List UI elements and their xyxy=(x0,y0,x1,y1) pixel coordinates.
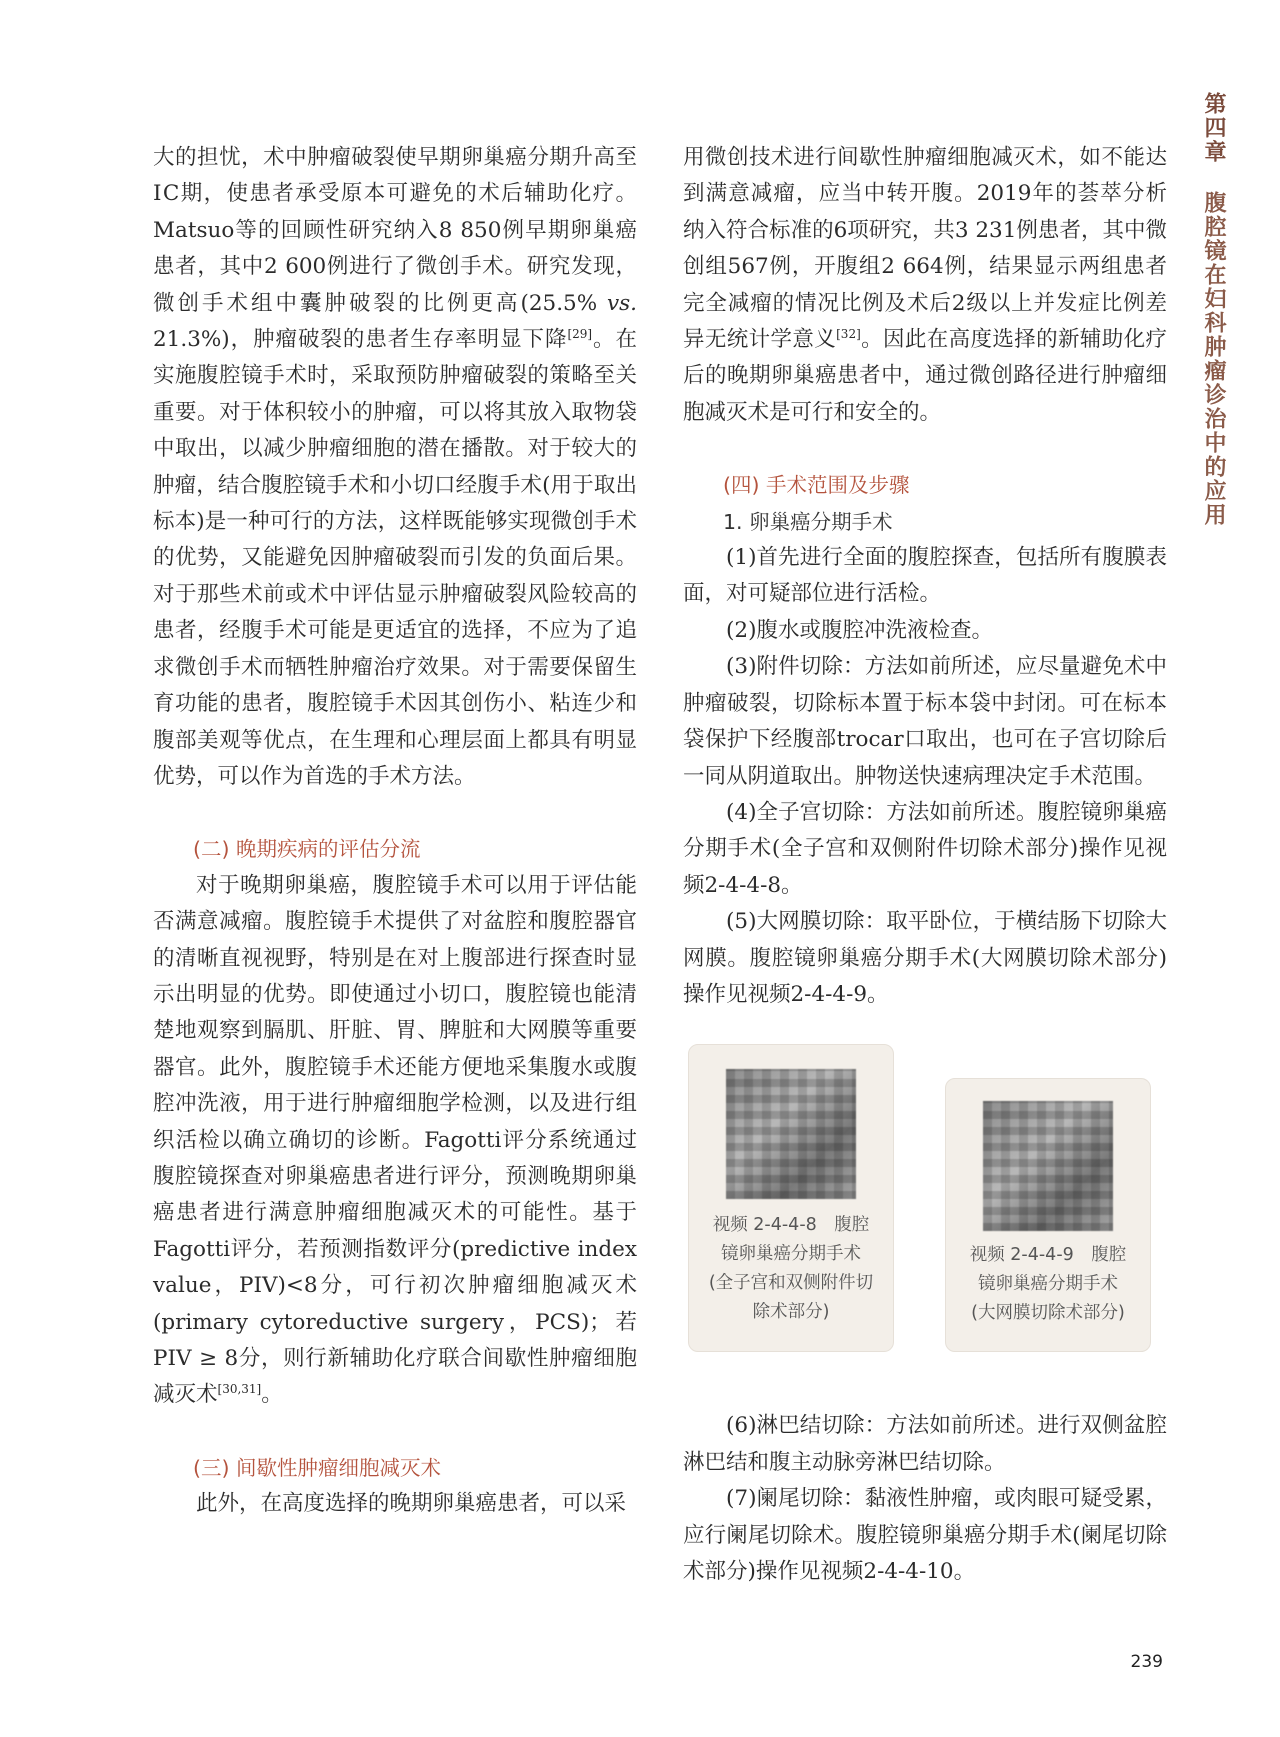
left-column xyxy=(153,140,637,1523)
step-5: (5)大网膜切除：取平卧位，于横结肠下切除大网膜。腹腔镜卵巢癌分期手术(大网膜切除术部分)操作见视频2-4-4-9。 xyxy=(683,909,1167,1007)
step-1: (1)首先进行全面的腹腔探查，包括所有腹膜表面，对可疑部位进行活检。 xyxy=(683,545,1167,607)
qr-code-icon[interactable] xyxy=(983,1101,1113,1231)
video-card[interactable] xyxy=(945,1078,1151,1352)
video-caption: 视频 2-4-4-8 腹腔 镜卵巢癌分期手术 (全子宫和双侧附件切 除术部分) xyxy=(708,1215,874,1322)
chapter-title: 腹腔镜在妇科肿瘤诊治中的应用 xyxy=(1201,191,1227,527)
chapter-sidebar xyxy=(1200,92,1230,527)
section-heading: (三) 间歇性肿瘤细胞减灭术 xyxy=(193,1455,442,1480)
step-4: (4)全子宫切除：方法如前所述。腹腔镜卵巢癌分期手术(全子宫和双侧附件切除术部分)操作见视频2-4-4-8。 xyxy=(683,799,1167,898)
right-column xyxy=(683,140,1167,1590)
step-6: (6)淋巴结切除：方法如前所述。进行双侧盆腔淋巴结和腹主动脉旁淋巴结切除。 xyxy=(683,1413,1167,1475)
video-caption: 视频 2-4-4-9 腹腔 镜卵巢癌分期手术 (大网膜切除术部分) xyxy=(969,1245,1127,1323)
step-2: (2)腹水或腹腔冲洗液检查。 xyxy=(726,617,993,643)
step-7: (7)阑尾切除：黏液性肿瘤，或肉眼可疑受累，应行阑尾切除术。腹腔镜卵巢癌分期手术(阑尾切除术部分)操作见视频2-4-4-10。 xyxy=(683,1486,1167,1584)
qr-code-icon[interactable] xyxy=(726,1069,856,1199)
video-card[interactable] xyxy=(688,1044,894,1352)
section-heading: (四) 手术范围及步骤 xyxy=(723,473,910,498)
section-heading: (二) 晚期疾病的评估分流 xyxy=(193,837,421,862)
page-number: 239 xyxy=(1130,1652,1163,1672)
paragraph: 用微创技术进行间歇性肿瘤细胞减灭术，如不能达到满意减瘤，应当中转开腹。2019年的荟萃分析纳入符合标准的6项研究，共3 231例患者，其中微创组567例，开腹组2 664例，结果显示两组患者完全减瘤的情况比例及术后2级以上并发症比例差异无统计学意义[32]。因此在高度选择的新辅助化疗后的晚期卵巢癌患者中，通过微创路径进行肿瘤细胞减灭术是可行和安全的。 xyxy=(683,145,1167,425)
paragraph: 此外，在高度选择的晚期卵巢癌患者，可以采 xyxy=(196,1491,627,1517)
paragraph: 对于晚期卵巢癌，腹腔镜手术可以用于评估能否满意减瘤。腹腔镜手术提供了对盆腔和腹腔器官的清晰直视视野，特别是在对上腹部进行探查时显示出明显的优势。即使通过小切口，腹腔镜也能清楚地观察到膈肌、肝脏、胃、脾脏和大网膜等重要器官。此外，腹腔镜手术还能方便地采集腹水或腹腔冲洗液，用于进行肿瘤细胞学检测，以及进行组织活检以确立确切的诊断。Fagotti评分系统通过腹腔镜探查对卵巢癌患者进行评分，预测晚期卵巢癌患者进行满意肿瘤细胞减灭术的可能性。基于Fagotti评分，若预测指数评分(predictive index value，PIV)<8分，可行初次肿瘤细胞减灭术(primary cytoreductive surgery，PCS)；若PIV ≥ 8分，则行新辅助化疗联合间歇性肿瘤细胞减灭术[30,31]。 xyxy=(153,872,637,1408)
step-3: (3)附件切除：方法如前所述，应尽量避免术中肿瘤破裂，切除标本置于标本袋中封闭。可在标本袋保护下经腹部trocar口取出，也可在子宫切除后一同从阴道取出。肿物送快速病理决定手术范围。 xyxy=(683,654,1167,789)
chapter-label: 第四章 xyxy=(1201,92,1227,164)
paragraph: 大的担忧，术中肿瘤破裂使早期卵巢癌分期升高至ⅠC期，使患者承受原本可避免的术后辅助化疗。Matsuo等的回顾性研究纳入8 850例早期卵巢癌患者，其中2 600例进行了微创手术。研究发现，微创手术组中囊肿破裂的比例更高(25.5% vs. 21.3%)，肿瘤破裂的患者生存率明显下降[29]。在实施腹腔镜手术时，采取预防肿瘤破裂的策略至关重要。对于体积较小的肿瘤，可以将其放入取物袋中取出，以减少肿瘤细胞的潜在播散。对于较大的肿瘤，结合腹腔镜手术和小切口经腹手术(用于取出标本)是一种可行的方法，这样既能够实现微创手术的优势，又能避免因肿瘤破裂而引发的负面后果。对于那些术前或术中评估显示肿瘤破裂风险较高的患者，经腹手术可能是更适宜的选择，不应为了追求微创手术而牺牲肿瘤治疗效果。对于需要保留生育功能的患者，腹腔镜手术因其创伤小、粘连少和腹部美观等优点，在生理和心理层面上都具有明显优势，可以作为首选的手术方法。 xyxy=(153,145,637,789)
subsection-heading: 1. 卵巢癌分期手术 xyxy=(723,509,893,534)
